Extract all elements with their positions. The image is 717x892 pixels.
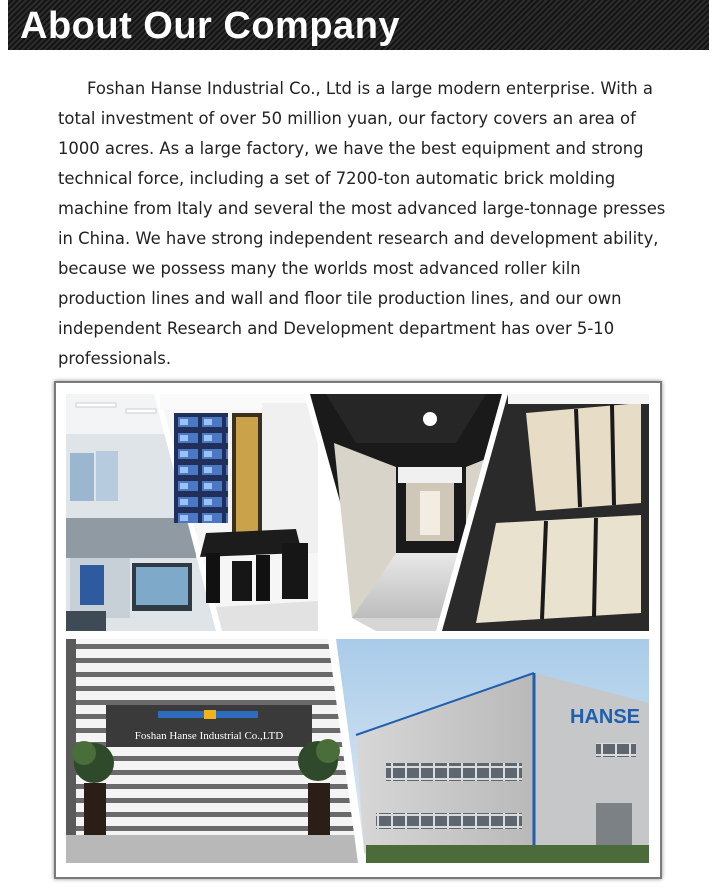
company-sign-text: Foshan Hanse Industrial Co.,LTD — [134, 730, 284, 742]
photo-collage-graphic — [56, 383, 660, 877]
factory-building-photo — [336, 639, 649, 863]
company-photo-collage — [54, 381, 662, 879]
page-title: About Our Company — [20, 5, 401, 47]
factory-logo-text: HANSE — [570, 706, 641, 728]
company-intro-paragraph: Foshan Hanse Industrial Co., Ltd is a large modern enterprise. With a total investment of over 50 million yuan, our factory covers an area of 1000 acres. As a large factory, we have the best equipment and strong technical force, including a set of 7200-ton automatic brick molding machine from Italy and several the most advanced large-tonnage presses in China. We have strong independent research and development ability, because we possess many the worlds most advanced roller kiln production lines and wall and floor tile production lines, and our own independent Research and Development department has over 5-10 professionals. — [58, 79, 666, 368]
page-header-banner — [8, 0, 709, 50]
company-lobby-photo — [66, 639, 358, 863]
showroom-photo-strip — [66, 394, 649, 631]
